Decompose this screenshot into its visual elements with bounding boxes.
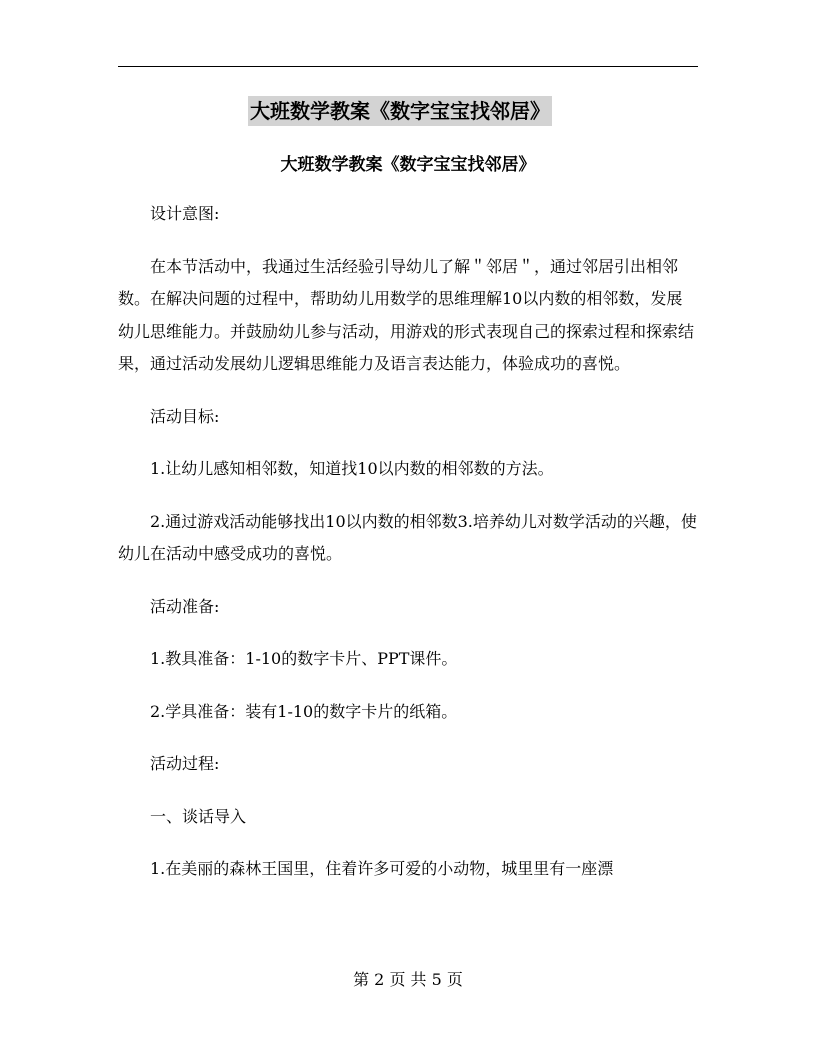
paragraph-prep-2: 2.学具准备：装有1-10的数字卡片的纸箱。 [150,701,458,721]
header-rule [118,66,698,67]
section-title: 大班数学教案《数字宝宝找邻居》 [280,155,536,175]
paragraph-goal-1: 1.让幼儿感知相邻数，知道找10以内数的相邻数的方法。 [150,459,554,478]
paragraph-goals-heading: 活动目标: [150,406,220,426]
document-body [118,198,698,906]
paragraph-design-intent: 在本节活动中，我通过生活经验引导幼儿了解＂邻居＂，通过邻居引出相邻数。在解决问题的过程中，帮助幼儿用数学的思维理解10以内数的相邻数，发展幼儿思维能力。并鼓励幼儿参与活动，用游戏的形式表现自己的探索过程和探索结果，通过活动发展幼儿逻辑思维能力及语言表达能力，体验成功的喜悦。 [118,256,695,373]
paragraph-process-heading: 活动过程: [150,754,220,773]
paragraph-prep-heading: 活动准备: [150,596,220,616]
page-number: 第 2 页 共 5 页 [353,970,463,989]
paragraph-intro-1: 1.在美丽的森林王国里，住着许多可爱的小动物，城里里有一座漂 [150,859,614,878]
paragraph-goal-2: 2.通过游戏活动能够找出10以内数的相邻数3.培养幼儿对数学活动的兴趣，使幼儿在活动中感受成功的喜悦。 [118,511,697,563]
paragraph-prep-1: 1.教具准备：1-10的数字卡片、PPT课件。 [150,649,458,668]
paragraph-design-intent-heading: 设计意图: [150,204,220,223]
paragraph-intro-heading: 一、谈话导入 [150,806,247,826]
document-title: 大班数学教案《数字宝宝找邻居》 [248,96,552,126]
